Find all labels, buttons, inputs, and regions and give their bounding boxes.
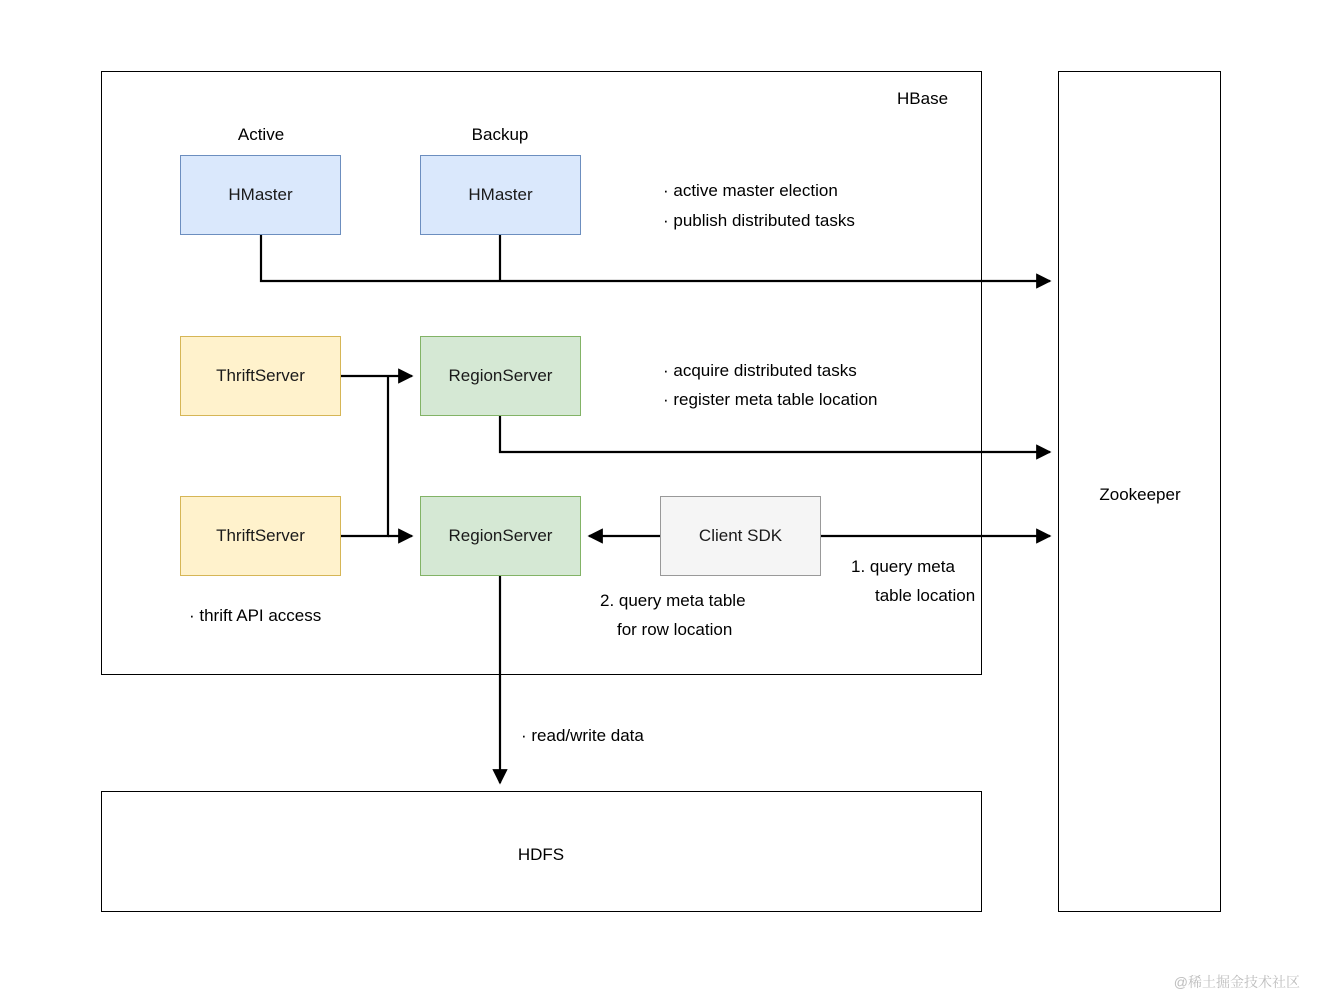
active-label: Active: [237, 125, 285, 144]
backup-label: Backup: [471, 125, 529, 144]
master-note-line2: · publish distributed tasks: [663, 211, 855, 230]
query-meta-step2-line1: 2. query meta table: [600, 591, 746, 610]
zookeeper-label: Zookeeper: [1099, 485, 1181, 504]
hbase-title: HBase: [897, 89, 949, 108]
hdfs-label: HDFS: [517, 845, 565, 864]
thrift-server-2-box: ThriftServer: [180, 496, 341, 576]
query-meta-step1-line2: table location: [875, 586, 976, 605]
hmaster-backup-box: HMaster: [420, 155, 581, 235]
thrift-note: · thrift API access: [189, 606, 322, 625]
hmaster-active-box: HMaster: [180, 155, 341, 235]
master-note-line1: · active master election: [663, 181, 838, 200]
query-meta-step1-line1: 1. query meta: [851, 557, 955, 576]
read-write-note: · read/write data: [521, 726, 644, 745]
client-sdk-box: Client SDK: [660, 496, 821, 576]
watermark: @稀土掘金技术社区: [1173, 974, 1300, 990]
thrift-server-1-box: ThriftServer: [180, 336, 341, 416]
query-meta-step2-line2: for row location: [617, 620, 733, 639]
region-note-line2: · register meta table location: [663, 390, 878, 409]
region-server-1-box: RegionServer: [420, 336, 581, 416]
region-note-line1: · acquire distributed tasks: [663, 361, 857, 380]
region-server-2-box: RegionServer: [420, 496, 581, 576]
